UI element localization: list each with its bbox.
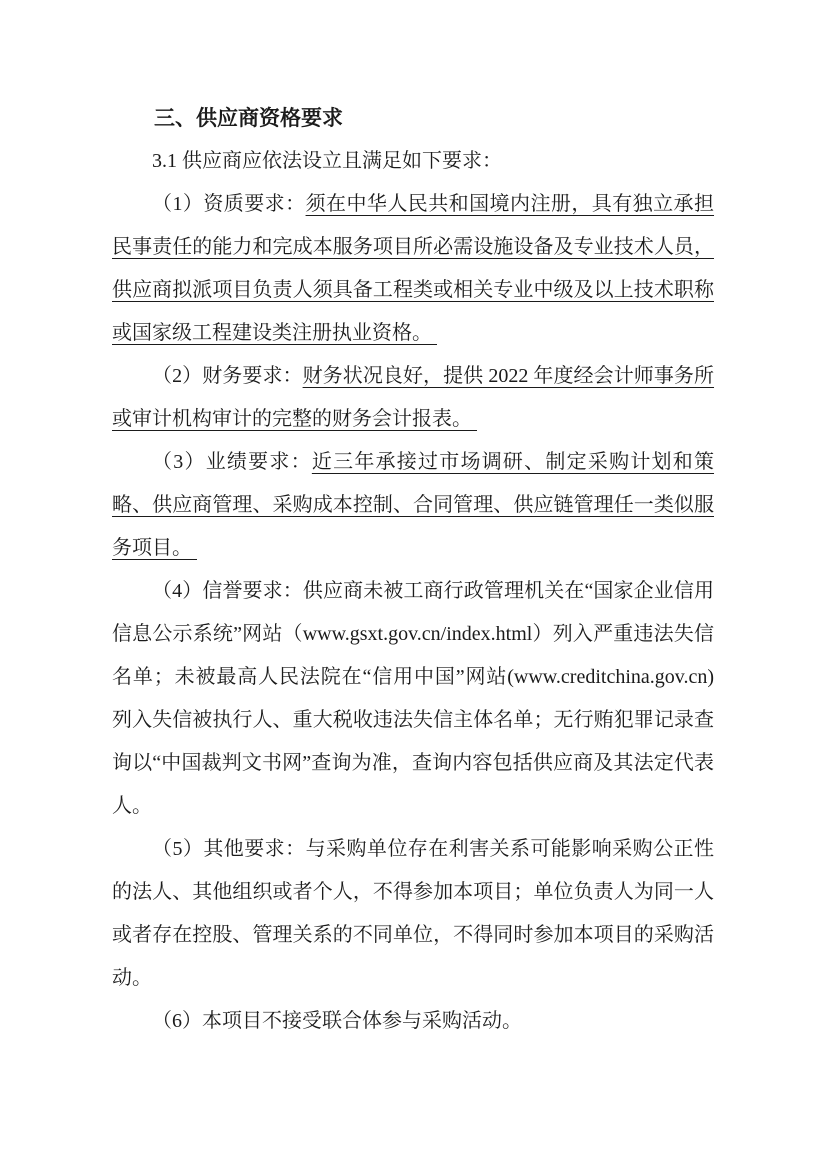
clause-paragraph-3	[112, 441, 714, 570]
clause-2-label: （2）财务要求：	[152, 365, 303, 387]
clause-paragraph-1	[112, 183, 714, 355]
clause-4-label: （4）信誉要求：	[152, 580, 303, 602]
clause-2-underlined-text: 财务状况良好，提供 2022 年度经会计师事务所或审计机构审计的完整的财务会计报表。	[112, 365, 715, 430]
clause-5-label: （5）其他要求：	[152, 838, 306, 860]
intro-paragraph: 3.1 供应商应依法设立且满足如下要求：	[152, 150, 502, 172]
clause-paragraph-6	[112, 1000, 714, 1043]
clause-3-underlined-text: 近三年承接过市场调研、制定采购计划和策略、供应商管理、采购成本控制、合同管理、供应链管理任一类似服务项目。	[112, 451, 715, 559]
clause-paragraph-5	[112, 828, 714, 1000]
clause-6-text: 本项目不接受联合体参与采购活动。	[202, 1010, 522, 1032]
section-heading: 三、供应商资格要求	[154, 106, 343, 130]
clause-paragraph-4	[112, 570, 714, 828]
clause-5-text: 与采购单位存在利害关系可能影响采购公正性的法人、其他组织或者个人，不得参加本项目；单位负责人为同一人或者存在控股、管理关系的不同单位，不得同时参加本项目的采购活动。	[112, 838, 715, 989]
document-content	[112, 97, 714, 1043]
clause-4-text: 供应商未被工商行政管理机关在“国家企业信用信息公示系统”网站（www.gsxt.gov.cn/index.html）列入严重违法失信名单；未被最高人民法院在“信用中国”网站(www.creditchina.gov.cn)列入失信被执行人、重大税收违法失信主体名单；无行贿犯罪记录查询以“中国裁判文书网”查询为准，查询内容包括供应商及其法定代表人。	[112, 580, 714, 817]
clause-1-label: （1）资质要求：	[152, 193, 306, 215]
clause-3-label: （3）业绩要求：	[152, 451, 312, 473]
clause-6-label: （6）	[152, 1010, 202, 1032]
clause-paragraph-2	[112, 355, 714, 441]
clause-1-underlined-text: 须在中华人民共和国境内注册，具有独立承担民事责任的能力和完成本服务项目所必需设施设备及专业技术人员，供应商拟派项目负责人须具备工程类或相关专业中级及以上技术职称或国家级工程建设类注册执业资格。	[112, 193, 715, 344]
